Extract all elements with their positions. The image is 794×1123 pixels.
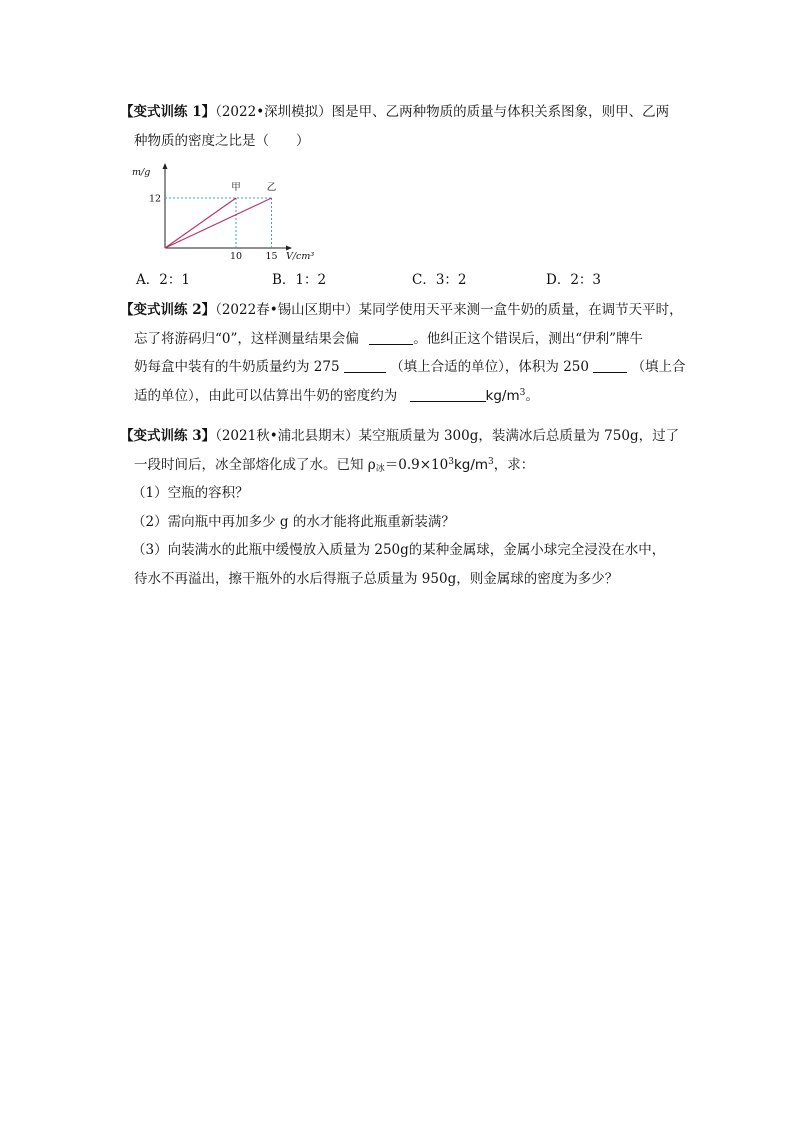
question-3-line-1 <box>120 422 680 451</box>
question-3-text-1c: g，过了 <box>629 428 680 444</box>
answer-blank-2[interactable] <box>344 358 386 373</box>
question-2-line-1 <box>120 296 683 325</box>
question-3-line-2 <box>120 451 680 480</box>
question-2-text-3b: （填上合适的单位），体积为 250 <box>390 359 589 375</box>
question-1 <box>120 98 680 155</box>
question-2-text-3c: （填上合 <box>631 359 686 375</box>
question-2-line-3 <box>120 353 686 382</box>
sub-question-3-line-2 <box>120 565 680 594</box>
option-c[interactable]: C．3：2 <box>412 272 467 288</box>
question-3-unit: kg/m <box>453 456 489 473</box>
series-line-yi <box>165 198 272 248</box>
question-3-text-2d: ，求： <box>493 456 535 473</box>
question-1-options <box>136 268 676 288</box>
question-1-text-1: （2022•深圳模拟）图是甲、乙两种物质的质量与体积关系图象，则甲、乙两 <box>215 104 670 120</box>
y-tick-label-12: 12 <box>149 193 162 205</box>
sub-question-1 <box>120 479 680 508</box>
density-unit: kg/m <box>485 387 520 404</box>
series-line-jia <box>165 198 236 248</box>
sub-question-3-text-1b: g的某种金属球，金属小球完全浸没在水中， <box>400 542 666 558</box>
sub-question-3-text-1a: （3）向装满水的此瓶中缓慢放入质量为 250 <box>132 542 401 558</box>
sub-question-3-text-2a: 待水不再溢出，擦干瓶外的水后得瓶子总质量为 950 <box>134 570 448 587</box>
series-label-jia: 甲 <box>231 182 241 193</box>
question-1-line-1 <box>120 98 680 127</box>
question-2-text-2b: 。他纠正这个错误后，测出“伊利”牌牛 <box>413 330 644 347</box>
sub-question-3-line-1 <box>120 536 680 565</box>
sub-question-2-text-a: （2）需向瓶中再加多少 <box>132 513 276 530</box>
question-1-line-2 <box>120 127 680 156</box>
answer-blank-3[interactable] <box>593 358 627 373</box>
question-2-text-3a: 奶每盒中装有的牛奶质量约为 275 <box>134 359 340 375</box>
mass-volume-graph <box>132 160 315 262</box>
question-3-tag: 【变式训练 3】 <box>120 428 216 444</box>
question-1-tag: 【变式训练 1】 <box>120 104 216 120</box>
question-3-unit-exponent: 3 <box>488 456 494 467</box>
question-2-line-2 <box>120 325 680 354</box>
density-unit-exponent: 3 <box>519 387 526 398</box>
question-3-text-1a: （2021秋•浦北县期末）某空瓶质量为 300 <box>215 428 470 444</box>
option-d[interactable]: D．2：3 <box>546 272 602 288</box>
series-label-yi: 乙 <box>266 182 277 193</box>
x-axis-label: V/cm³ <box>286 251 315 262</box>
answer-blank-1[interactable] <box>369 330 413 345</box>
y-axis-label: m/g <box>132 167 151 178</box>
sub-question-2 <box>120 508 680 537</box>
question-2-line-4 <box>120 382 680 411</box>
sub-question-2-text-b: 的水才能将此瓶重新装满？ <box>292 513 455 530</box>
question-3-text-1b: g，装满冰后总质量为 750 <box>469 428 630 444</box>
question-2-text-4a: 适的单位），由此可以估算出牛奶的密度约为 <box>134 387 398 404</box>
question-2-text-2a: 忘了将游码归“0”，这样测量结果会偏 <box>134 330 359 347</box>
y-axis-arrow <box>163 163 168 169</box>
question-1-text-2: 种物质的密度之比是（ ） <box>134 132 310 149</box>
question-2-text-1: （2022春•锡山区期中）某同学使用天平来测一盒牛奶的质量，在调节天平时， <box>215 302 683 318</box>
sub-question-1-text: （1）空瓶的容积？ <box>132 485 249 501</box>
question-3 <box>120 422 680 593</box>
power-exponent: 3 <box>448 456 454 467</box>
x-axis-arrow <box>286 246 292 251</box>
question-2-text-4c: 。 <box>525 387 539 404</box>
question-3-text-2b: ＝0.9×10 <box>384 456 449 473</box>
x-tick-label-10: 10 <box>229 251 243 262</box>
sub-question-2-unit: g <box>279 513 289 530</box>
answer-blank-4[interactable] <box>410 387 486 402</box>
question-3-text-2a: 一段时间后，冰全部熔化成了水。已知 ρ <box>134 456 376 473</box>
option-a[interactable]: A．2：1 <box>136 272 190 288</box>
question-2 <box>120 296 686 410</box>
rho-ice-subscript: 冰 <box>375 463 385 474</box>
question-2-tag: 【变式训练 2】 <box>120 302 216 318</box>
x-tick-label-15: 15 <box>265 251 278 262</box>
sub-question-3-text-2b: g，则金属球的密度为多少？ <box>447 570 619 587</box>
option-b[interactable]: B．1：2 <box>272 272 327 288</box>
